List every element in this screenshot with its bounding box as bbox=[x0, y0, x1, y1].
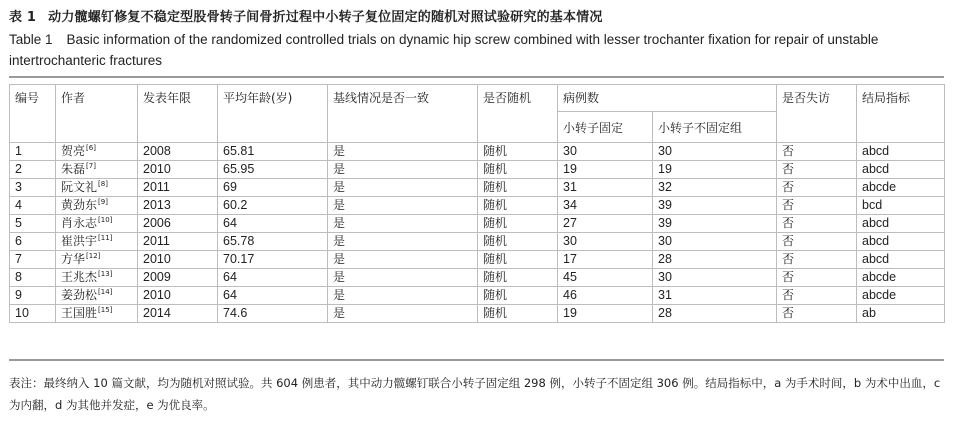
table-row bbox=[10, 197, 945, 215]
author-name: 贺亮 bbox=[61, 144, 86, 158]
cell-lost: 否 bbox=[777, 233, 857, 251]
cell-baseline: 是 bbox=[328, 179, 478, 197]
cell-age: 70.17 bbox=[218, 251, 328, 269]
author-name: 黄劲东 bbox=[61, 198, 98, 212]
cell-author bbox=[56, 233, 138, 251]
cell-author bbox=[56, 287, 138, 305]
header-author: 作者 bbox=[56, 85, 138, 143]
cell-id: 3 bbox=[10, 179, 56, 197]
cell-author bbox=[56, 143, 138, 161]
cell-lost: 否 bbox=[777, 215, 857, 233]
cell-baseline: 是 bbox=[328, 251, 478, 269]
cell-age: 74.6 bbox=[218, 305, 328, 323]
author-name: 朱磊 bbox=[61, 162, 86, 176]
cell-baseline: 是 bbox=[328, 161, 478, 179]
cell-lost: 否 bbox=[777, 179, 857, 197]
reference-marker: [12] bbox=[86, 252, 101, 260]
cell-random: 随机 bbox=[478, 287, 558, 305]
cell-lost: 否 bbox=[777, 197, 857, 215]
header-random: 是否随机 bbox=[478, 85, 558, 143]
cell-lost: 否 bbox=[777, 143, 857, 161]
cell-cases-fixed: 19 bbox=[558, 161, 653, 179]
cell-cases-fixed: 45 bbox=[558, 269, 653, 287]
author-name: 肖永志 bbox=[61, 216, 98, 230]
cell-random: 随机 bbox=[478, 269, 558, 287]
header-lost: 是否失访 bbox=[777, 85, 857, 143]
cell-id: 6 bbox=[10, 233, 56, 251]
reference-marker: [14] bbox=[98, 288, 113, 296]
cell-outcome: abcde bbox=[857, 179, 945, 197]
cell-year: 2011 bbox=[138, 233, 218, 251]
author-name: 王国胜 bbox=[61, 306, 98, 320]
cell-age: 64 bbox=[218, 269, 328, 287]
cell-baseline: 是 bbox=[328, 287, 478, 305]
cell-random: 随机 bbox=[478, 233, 558, 251]
cell-baseline: 是 bbox=[328, 269, 478, 287]
cell-outcome: abcd bbox=[857, 251, 945, 269]
cell-cases-fixed: 46 bbox=[558, 287, 653, 305]
reference-marker: [8] bbox=[98, 180, 108, 188]
trials-table bbox=[9, 84, 945, 323]
cell-lost: 否 bbox=[777, 161, 857, 179]
cell-year: 2008 bbox=[138, 143, 218, 161]
reference-marker: [10] bbox=[98, 216, 113, 224]
author-name: 王兆杰 bbox=[61, 270, 98, 284]
reference-marker: [15] bbox=[98, 306, 113, 314]
cell-baseline: 是 bbox=[328, 143, 478, 161]
cell-baseline: 是 bbox=[328, 215, 478, 233]
table-label-en: Table 1 bbox=[9, 32, 53, 47]
reference-marker: [11] bbox=[98, 234, 113, 242]
table-title-en bbox=[9, 29, 944, 71]
cell-baseline: 是 bbox=[328, 197, 478, 215]
cell-author bbox=[56, 305, 138, 323]
cell-random: 随机 bbox=[478, 305, 558, 323]
cell-age: 65.81 bbox=[218, 143, 328, 161]
cell-random: 随机 bbox=[478, 251, 558, 269]
cell-age: 65.78 bbox=[218, 233, 328, 251]
cell-cases-fixed: 19 bbox=[558, 305, 653, 323]
table-title-cn bbox=[9, 6, 603, 25]
author-name: 阮文礼 bbox=[61, 180, 98, 194]
author-name: 姜劲松 bbox=[61, 288, 98, 302]
cell-year: 2009 bbox=[138, 269, 218, 287]
cell-age: 64 bbox=[218, 215, 328, 233]
cell-outcome: abcd bbox=[857, 161, 945, 179]
table-row bbox=[10, 215, 945, 233]
table-row bbox=[10, 233, 945, 251]
header-cases: 病例数 bbox=[558, 85, 777, 112]
header-outcome: 结局指标 bbox=[857, 85, 945, 143]
reference-marker: [6] bbox=[86, 144, 96, 152]
cell-cases-unfixed: 39 bbox=[653, 197, 777, 215]
cell-id: 1 bbox=[10, 143, 56, 161]
cell-id: 2 bbox=[10, 161, 56, 179]
header-cases-fixed: 小转子固定 bbox=[558, 112, 653, 143]
cell-author bbox=[56, 269, 138, 287]
cell-cases-unfixed: 30 bbox=[653, 233, 777, 251]
table-row bbox=[10, 179, 945, 197]
reference-marker: [9] bbox=[98, 198, 108, 206]
reference-marker: [13] bbox=[98, 270, 113, 278]
cell-id: 9 bbox=[10, 287, 56, 305]
cell-cases-unfixed: 28 bbox=[653, 305, 777, 323]
cell-id: 10 bbox=[10, 305, 56, 323]
cell-outcome: abcd bbox=[857, 143, 945, 161]
cell-cases-fixed: 30 bbox=[558, 143, 653, 161]
header-cases-unfixed: 小转子不固定组 bbox=[653, 112, 777, 143]
table-row bbox=[10, 251, 945, 269]
cell-lost: 否 bbox=[777, 269, 857, 287]
cell-random: 随机 bbox=[478, 161, 558, 179]
cell-id: 5 bbox=[10, 215, 56, 233]
cell-age: 65.95 bbox=[218, 161, 328, 179]
cell-id: 7 bbox=[10, 251, 56, 269]
cell-baseline: 是 bbox=[328, 305, 478, 323]
cell-cases-unfixed: 30 bbox=[653, 269, 777, 287]
cell-cases-fixed: 17 bbox=[558, 251, 653, 269]
cell-age: 64 bbox=[218, 287, 328, 305]
table-body bbox=[10, 143, 945, 323]
top-rule bbox=[9, 76, 944, 78]
cell-author bbox=[56, 251, 138, 269]
cell-outcome: bcd bbox=[857, 197, 945, 215]
cell-random: 随机 bbox=[478, 197, 558, 215]
cell-lost: 否 bbox=[777, 305, 857, 323]
cell-age: 69 bbox=[218, 179, 328, 197]
cell-year: 2010 bbox=[138, 161, 218, 179]
header-year: 发表年限 bbox=[138, 85, 218, 143]
cell-cases-unfixed: 31 bbox=[653, 287, 777, 305]
header-age: 平均年龄(岁) bbox=[218, 85, 328, 143]
author-name: 崔洪宇 bbox=[61, 234, 98, 248]
table-footnote: 表注：最终纳入 10 篇文献，均为随机对照试验。共 604 例患者，其中动力髋螺钉联合小转子固定组 298 例，小转子不固定组 306 例。结局指标中，a 为手术时间，b 为术中出血，c 为内翻，d 为其他并发症，e 为优良率。 bbox=[9, 376, 941, 412]
table-row bbox=[10, 305, 945, 323]
table-row bbox=[10, 143, 945, 161]
cell-author bbox=[56, 215, 138, 233]
cell-outcome: abcd bbox=[857, 215, 945, 233]
cell-cases-unfixed: 28 bbox=[653, 251, 777, 269]
cell-year: 2011 bbox=[138, 179, 218, 197]
cell-age: 60.2 bbox=[218, 197, 328, 215]
cell-outcome: ab bbox=[857, 305, 945, 323]
table-row bbox=[10, 269, 945, 287]
cell-random: 随机 bbox=[478, 179, 558, 197]
cell-random: 随机 bbox=[478, 215, 558, 233]
cell-author bbox=[56, 161, 138, 179]
cell-author bbox=[56, 179, 138, 197]
cell-outcome: abcde bbox=[857, 287, 945, 305]
cell-cases-unfixed: 30 bbox=[653, 143, 777, 161]
cell-year: 2014 bbox=[138, 305, 218, 323]
cell-baseline: 是 bbox=[328, 233, 478, 251]
header-baseline: 基线情况是否一致 bbox=[328, 85, 478, 143]
cell-cases-fixed: 31 bbox=[558, 179, 653, 197]
cell-year: 2010 bbox=[138, 251, 218, 269]
cell-random: 随机 bbox=[478, 143, 558, 161]
header-id: 编号 bbox=[10, 85, 56, 143]
table-row bbox=[10, 287, 945, 305]
cell-cases-fixed: 34 bbox=[558, 197, 653, 215]
cell-outcome: abcde bbox=[857, 269, 945, 287]
bottom-rule bbox=[9, 359, 944, 361]
cell-id: 4 bbox=[10, 197, 56, 215]
cell-cases-unfixed: 19 bbox=[653, 161, 777, 179]
table-label-cn: 表 1 bbox=[9, 10, 37, 25]
cell-cases-fixed: 30 bbox=[558, 233, 653, 251]
cell-year: 2006 bbox=[138, 215, 218, 233]
cell-lost: 否 bbox=[777, 287, 857, 305]
cell-outcome: abcd bbox=[857, 233, 945, 251]
cell-cases-fixed: 27 bbox=[558, 215, 653, 233]
table-title-en-text: Basic information of the randomized controlled trials on dynamic hip screw combined with lesser trochanter fixation for repair of unstable intertrochanteric fractures bbox=[9, 32, 879, 68]
cell-lost: 否 bbox=[777, 251, 857, 269]
table-header bbox=[10, 85, 945, 143]
cell-cases-unfixed: 39 bbox=[653, 215, 777, 233]
cell-cases-unfixed: 32 bbox=[653, 179, 777, 197]
table-title-cn-text: 动力髋螺钉修复不稳定型股骨转子间骨折过程中小转子复位固定的随机对照试验研究的基本情况 bbox=[48, 10, 603, 25]
author-name: 方华 bbox=[61, 252, 86, 266]
cell-id: 8 bbox=[10, 269, 56, 287]
cell-year: 2010 bbox=[138, 287, 218, 305]
table-row bbox=[10, 161, 945, 179]
reference-marker: [7] bbox=[86, 162, 96, 170]
cell-author bbox=[56, 197, 138, 215]
cell-year: 2013 bbox=[138, 197, 218, 215]
